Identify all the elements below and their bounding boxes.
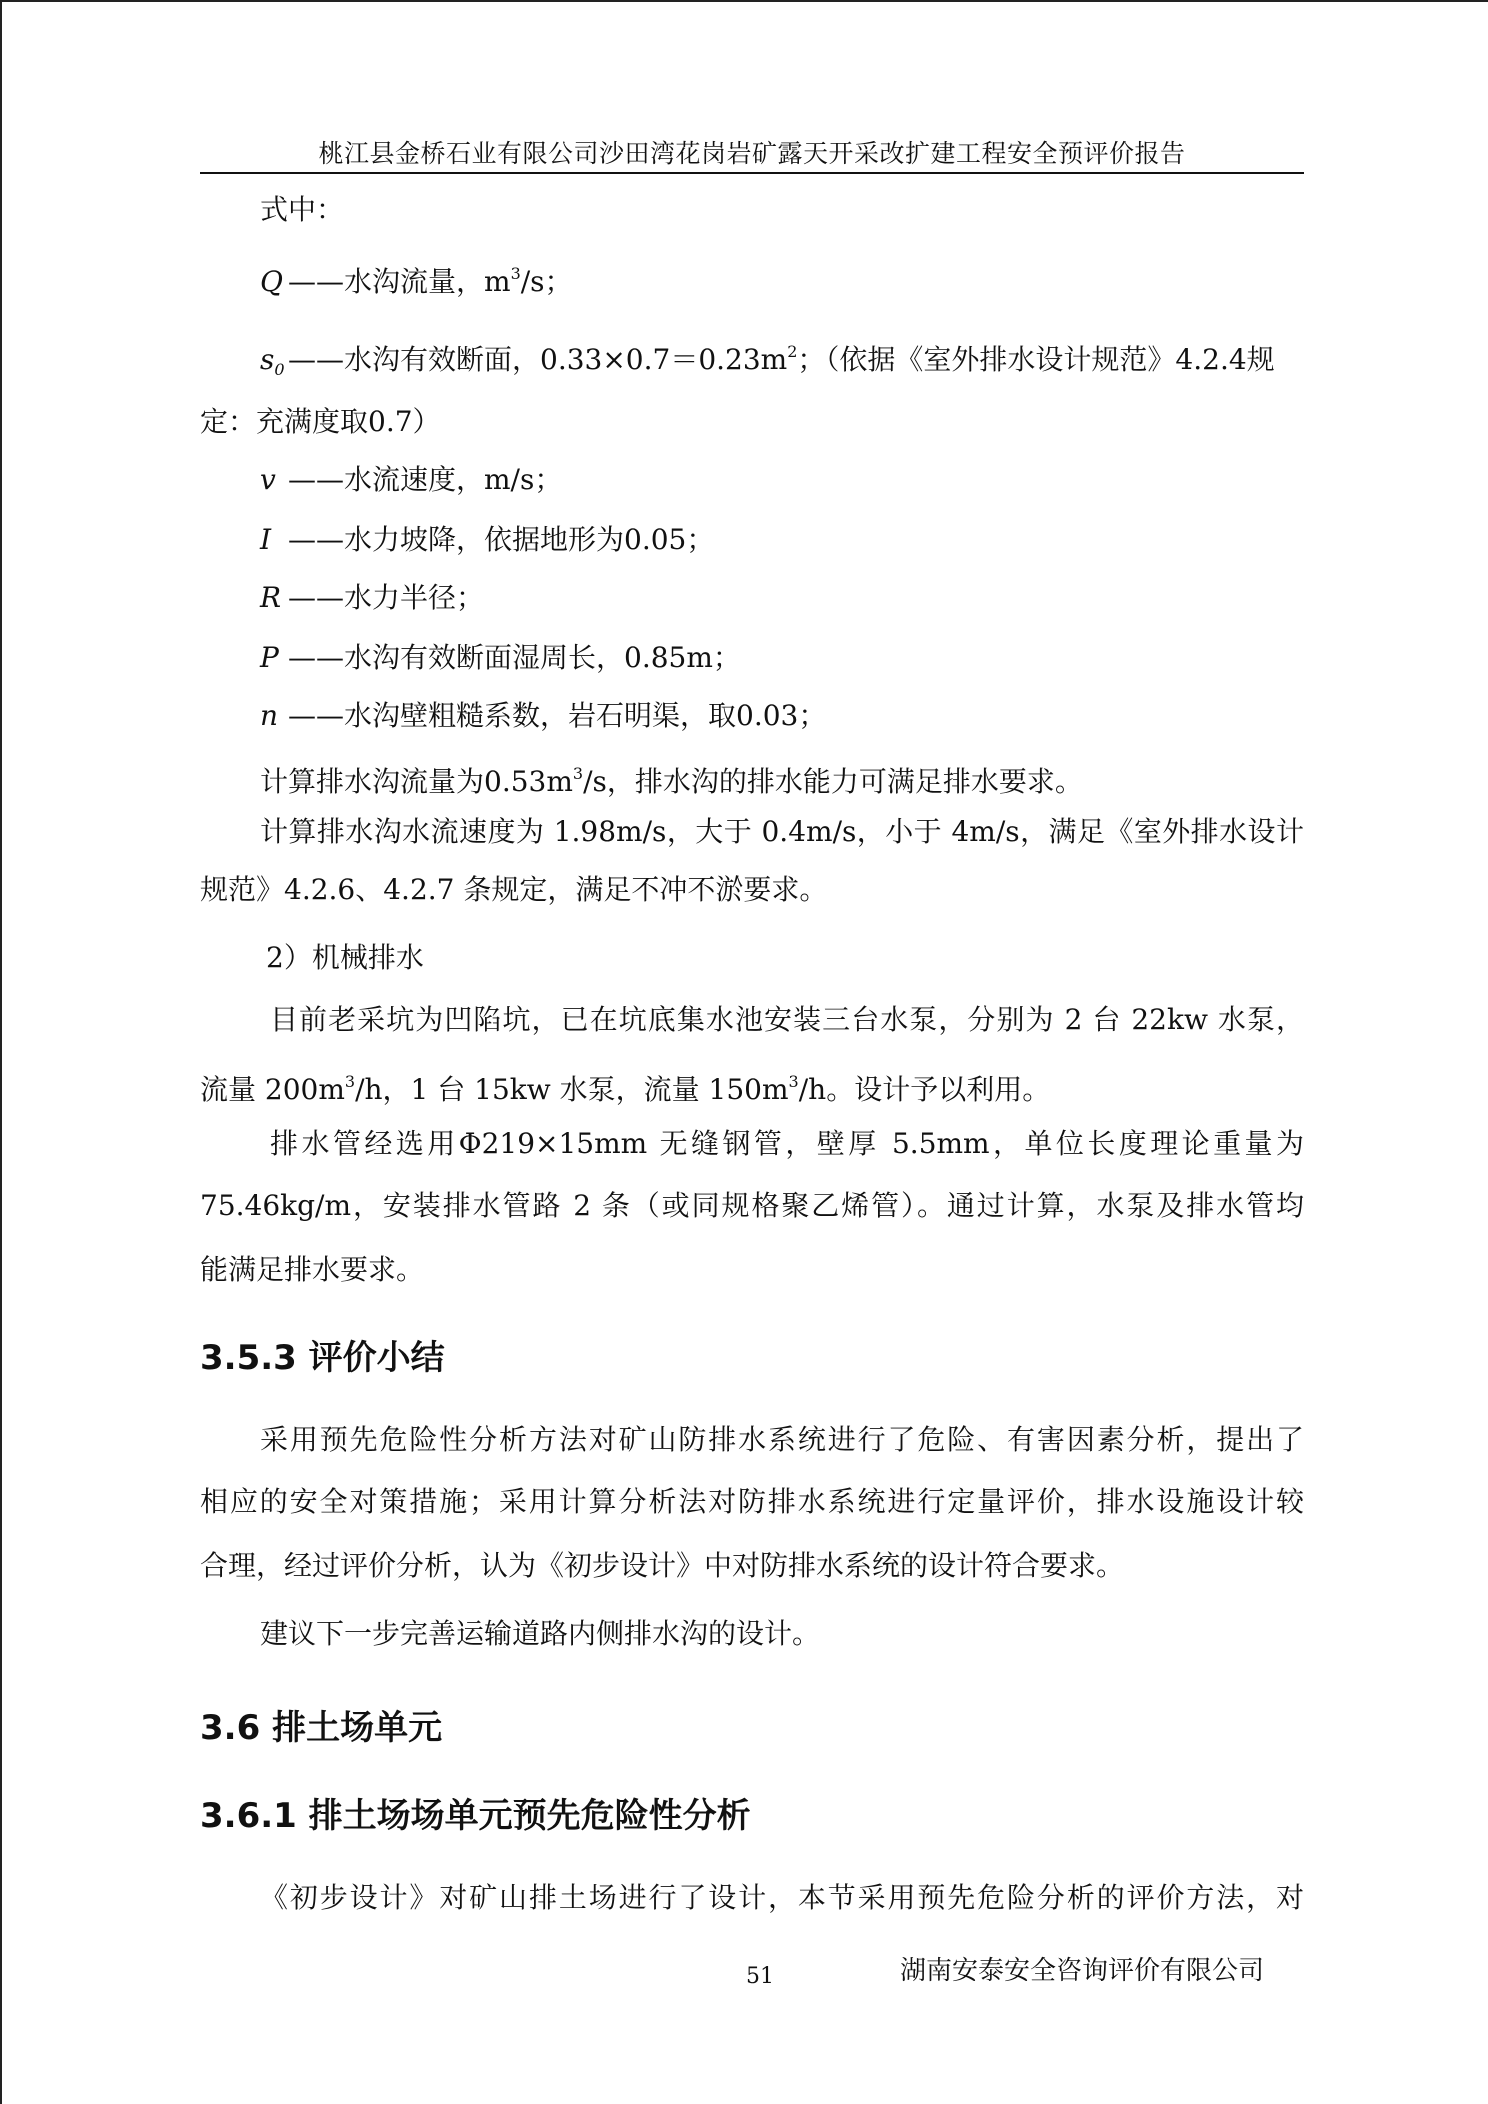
calc-flow-sup: 3 [572,764,584,783]
mech-p2-line-2: 75.46kg/m，安装排水管路 2 条（或同规格聚乙烯管）。通过计算，水泵及排水管均 [200,1189,1304,1222]
var-r-line [260,580,484,616]
var-r-text: ——水力半径； [288,581,485,614]
s361-p1-line-1: 《初步设计》对矿山排土场进行了设计，本节采用预先危险分析的评价方法，对 [260,1881,1304,1914]
var-v-line [260,462,562,498]
var-q-text: ——水沟流量，m [288,265,511,298]
var-p-symbol: P [260,641,279,674]
var-q-symbol: Q [260,265,283,298]
var-s0-sup: 2 [787,342,798,361]
var-n-line [260,698,826,734]
var-i-text: ——水力坡降，依据地形为0.05； [288,523,715,556]
section-heading-3-5-3: 3.5.3 评价小结 [200,1338,445,1378]
calc-flow-b: /s，排水沟的排水能力可满足排水要求。 [583,765,1083,798]
var-v-text: ——水流速度，m/s； [288,463,563,496]
var-v-symbol: v [260,463,276,496]
var-i-symbol: I [260,523,272,556]
s353-p2: 建议下一步完善运输道路内侧排水沟的设计。 [260,1617,821,1650]
calc-speed-line-1: 计算排水沟水流速度为 1.98m/s，大于 0.4m/s，小于 4m/s，满足《室外排水设计 [260,815,1304,848]
calc-flow-line [260,756,1083,800]
var-q-sup: 3 [510,264,521,283]
page-border-top [0,0,1488,2]
calc-flow-a: 计算排水沟流量为0.53m [260,765,573,798]
header-rule [200,172,1304,174]
var-i-line [260,522,714,558]
mech-p1-line-2: 流量 $200m^3/h$，1 台 15kw 水泵，流量 $150m^3/h$。设计予以利用。 [200,1072,1051,1106]
s353-p1-line-1: 采用预先危险性分析方法对矿山防排水系统进行了危险、有害因素分析，提出了 [260,1423,1304,1456]
var-q-tail: /s； [520,265,573,298]
var-n-text: ——水沟壁粗糙系数，岩石明渠，取0.03； [288,699,827,732]
var-p-line [260,640,741,676]
mech-p2-line-1: 排水管经选用Φ219×15mm 无缝钢管，壁厚 5.5mm，单位长度理论重量为 [270,1127,1304,1160]
section-heading-3-6-1: 3.6.1 排土场场单元预先危险性分析 [200,1796,751,1836]
mech-heading: 2）机械排水 [266,941,424,974]
var-s0-text: ——水沟有效断面，0.33×0.7＝0.23m [288,343,788,376]
var-n-symbol: n [260,699,279,732]
var-q-line [260,256,573,300]
mech-p2-line-3: 能满足排水要求。 [200,1253,425,1286]
header-title: 桃江县金桥石业有限公司沙田湾花岗岩矿露天开采改扩建工程安全预评价报告 [318,139,1186,168]
mech-p1-line-1: 目前老采坑为凹陷坑，已在坑底集水池安装三台水泵，分别为 2 台 22kw 水泵， [270,1003,1304,1036]
footer-company: 湖南安泰安全咨询评价有限公司 [900,1956,1265,1986]
section-heading-3-6: 3.6 排土场单元 [200,1708,443,1748]
var-s0-line [260,334,1275,388]
var-s0-symbol: $s_0$ [260,343,285,379]
calc-speed-line-2: 规范》4.2.6、4.2.7 条规定，满足不冲不淤要求。 [200,873,828,906]
var-s0-tail: ；（依据《室外排水设计规范》4.2.4规 [797,343,1275,376]
var-r-symbol: R [260,581,282,614]
var-s0-continuation: 定：充满度取0.7） [200,405,441,438]
formula-intro: 式中： [260,193,345,226]
page-number: 51 [746,1964,774,1989]
page-border-left [0,0,2,2104]
var-p-text: ——水沟有效断面湿周长，0.85m； [288,641,741,674]
s353-p1-line-3: 合理，经过评价分析，认为《初步设计》中对防排水系统的设计符合要求。 [200,1549,1125,1582]
s353-p1-line-2: 相应的安全对策措施；采用计算分析法对防排水系统进行定量评价，排水设施设计较 [200,1485,1304,1518]
